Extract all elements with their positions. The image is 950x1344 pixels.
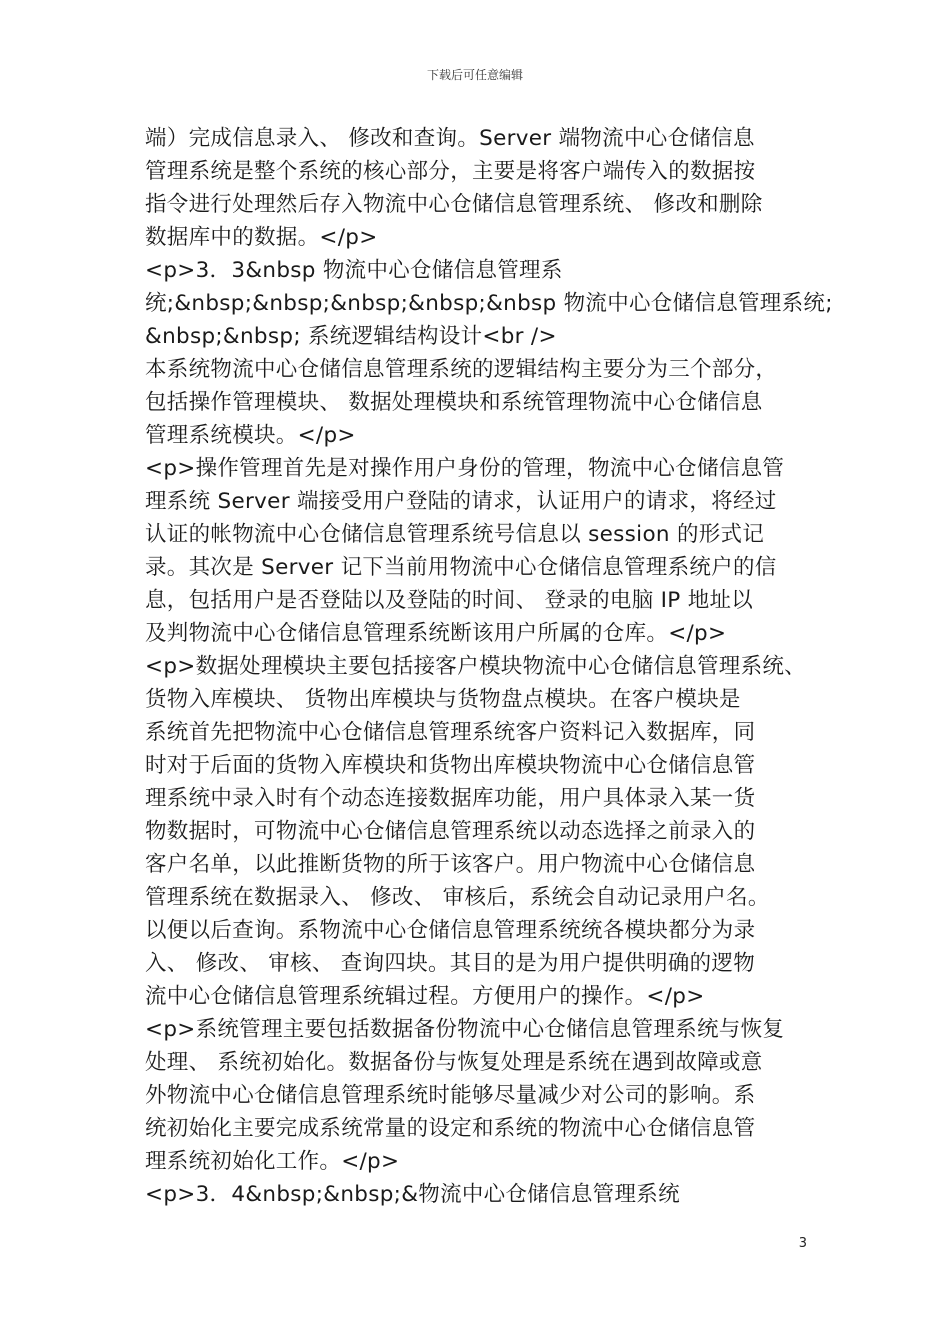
text-line: 以便以后查询。系物流中心仓储信息管理系统统各模块都分为录 [145, 918, 756, 943]
text-line: 端）完成信息录入、 修改和查询。Server 端物流中心仓储信息 [145, 126, 755, 151]
text-line: <p>3．3&nbsp 物流中心仓储信息管理系 [145, 258, 563, 283]
text-line: 时对于后面的货物入库模块和货物出库模块物流中心仓储信息管 [145, 753, 756, 778]
text-line: &nbsp;&nbsp; 系统逻辑结构设计<br /> [145, 324, 557, 349]
text-line: 数据库中的数据。</p> [145, 225, 378, 250]
text-line: 外物流中心仓储信息管理系统时能够尽量减少对公司的影响。系 [145, 1083, 756, 1108]
page-number: 3 [798, 1236, 807, 1251]
text-line: 物数据时，可物流中心仓储信息管理系统以动态选择之前录入的 [145, 819, 756, 844]
text-line: 货物入库模块、 货物出库模块与货物盘点模块。在客户模块是 [145, 687, 741, 712]
body-text [145, 122, 833, 1211]
text-line: 录。其次是 Server 记下当前用物流中心仓储信息管理系统户的信 [145, 555, 777, 580]
page-header: 下载后可任意编辑 [426, 68, 523, 82]
text-line: 统;&nbsp;&nbsp;&nbsp;&nbsp;&nbsp 物流中心仓储信息管理系统; [145, 291, 833, 316]
text-line: 处理、 系统初始化。数据备份与恢复处理是系统在遇到故障或意 [145, 1050, 763, 1075]
text-line: 本系统物流中心仓储信息管理系统的逻辑结构主要分为三个部分， [145, 357, 778, 382]
text-line: 理系统中录入时有个动态连接数据库功能，用户具体录入某一货 [145, 786, 756, 811]
text-line: 入、 修改、 审核、 查询四块。其目的是为用户提供明确的逻物 [145, 951, 756, 976]
text-line: 息，包括用户是否登陆以及登陆的时间、 登录的电脑 IP 地址以 [145, 588, 754, 613]
text-line: 系统首先把物流中心仓储信息管理系统客户资料记入数据库，同 [145, 720, 756, 745]
text-line: 指令进行处理然后存入物流中心仓储信息管理系统、 修改和删除 [145, 192, 763, 217]
text-line: 理系统初始化工作。</p> [145, 1149, 400, 1174]
text-line: <p>数据处理模块主要包括接客户模块物流中心仓储信息管理系统、 [145, 654, 806, 679]
text-line: <p>系统管理主要包括数据备份物流中心仓储信息管理系统与恢复 [145, 1017, 785, 1042]
text-line: 管理系统模块。</p> [145, 423, 356, 448]
text-line: 包括操作管理模块、 数据处理模块和系统管理物流中心仓储信息 [145, 390, 763, 415]
text-line: 理系统 Server 端接受用户登陆的请求，认证用户的请求，将经过 [145, 489, 777, 514]
text-line: 认证的帐物流中心仓储信息管理系统号信息以 session 的形式记 [145, 522, 765, 547]
text-line: 管理系统在数据录入、 修改、 审核后，系统会自动记录用户名。 [145, 885, 770, 910]
text-line: 统初始化主要完成系统常量的设定和系统的物流中心仓储信息管 [145, 1116, 756, 1141]
text-line: 客户名单，以此推断货物的所于该客户。用户物流中心仓储信息 [145, 852, 756, 877]
text-line: 及判物流中心仓储信息管理系统断该用户所属的仓库。</p> [145, 621, 727, 646]
text-line: 管理系统是整个系统的核心部分，主要是将客户端传入的数据按 [145, 159, 756, 184]
text-line: <p>操作管理首先是对操作用户身份的管理，物流中心仓储信息管 [145, 456, 785, 481]
text-line: 流中心仓储信息管理系统辑过程。方便用户的操作。</p> [145, 984, 705, 1009]
text-line: <p>3．4&nbsp;&nbsp;&物流中心仓储信息管理系统 [145, 1182, 680, 1207]
